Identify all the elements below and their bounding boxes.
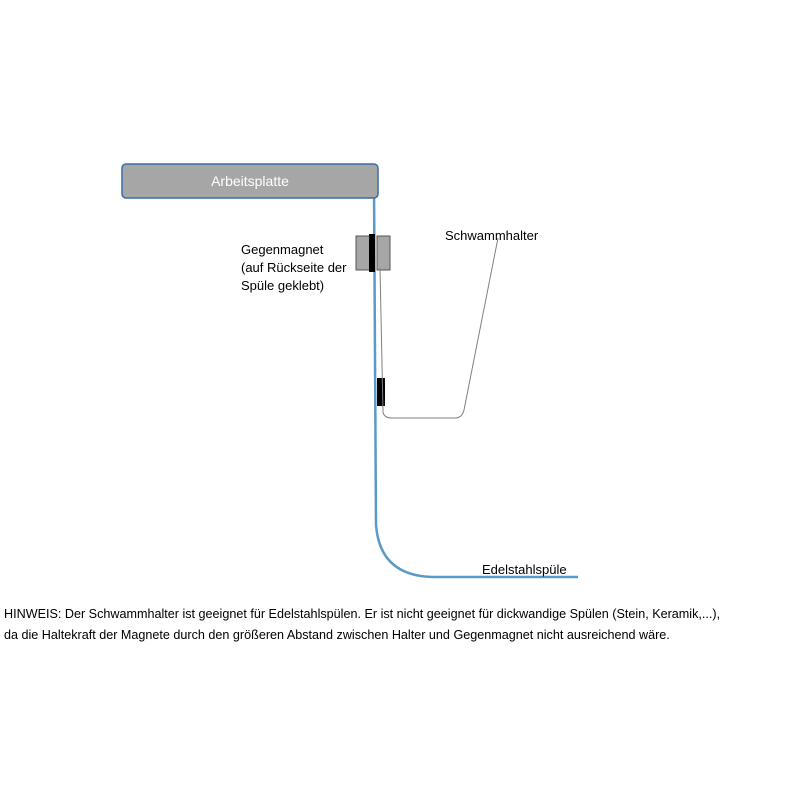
counter-magnet-left (356, 236, 370, 270)
note-text (4, 604, 798, 646)
sponge-holder-wire (380, 238, 498, 418)
sink-wall-line (374, 186, 578, 577)
worktop-label: Arbeitsplatte (211, 173, 289, 189)
sponge-holder-magnet (377, 378, 385, 406)
counter-magnet-core (369, 234, 375, 272)
note-line-1: HINWEIS: Der Schwammhalter ist geeignet für Edelstahlspülen. Er ist nicht geeignet für dickwandige Spülen (Stein, Keramik,...), (4, 607, 721, 621)
sink-label: Edelstahlspüle (482, 562, 567, 577)
note-line-2: da die Haltekraft der Magnete durch den größeren Abstand zwischen Halter und Gegenmagnet nicht ausreichend wäre. (4, 628, 670, 642)
counter-magnet-label-line-1: Gegenmagnet (241, 242, 324, 257)
counter-magnet-label (241, 242, 350, 293)
sponge-holder-label: Schwammhalter (445, 228, 539, 243)
counter-magnet-right (377, 236, 390, 270)
counter-magnet-label-line-2: (auf Rückseite der (241, 260, 347, 275)
counter-magnet-label-line-3: Spüle geklebt) (241, 278, 325, 293)
